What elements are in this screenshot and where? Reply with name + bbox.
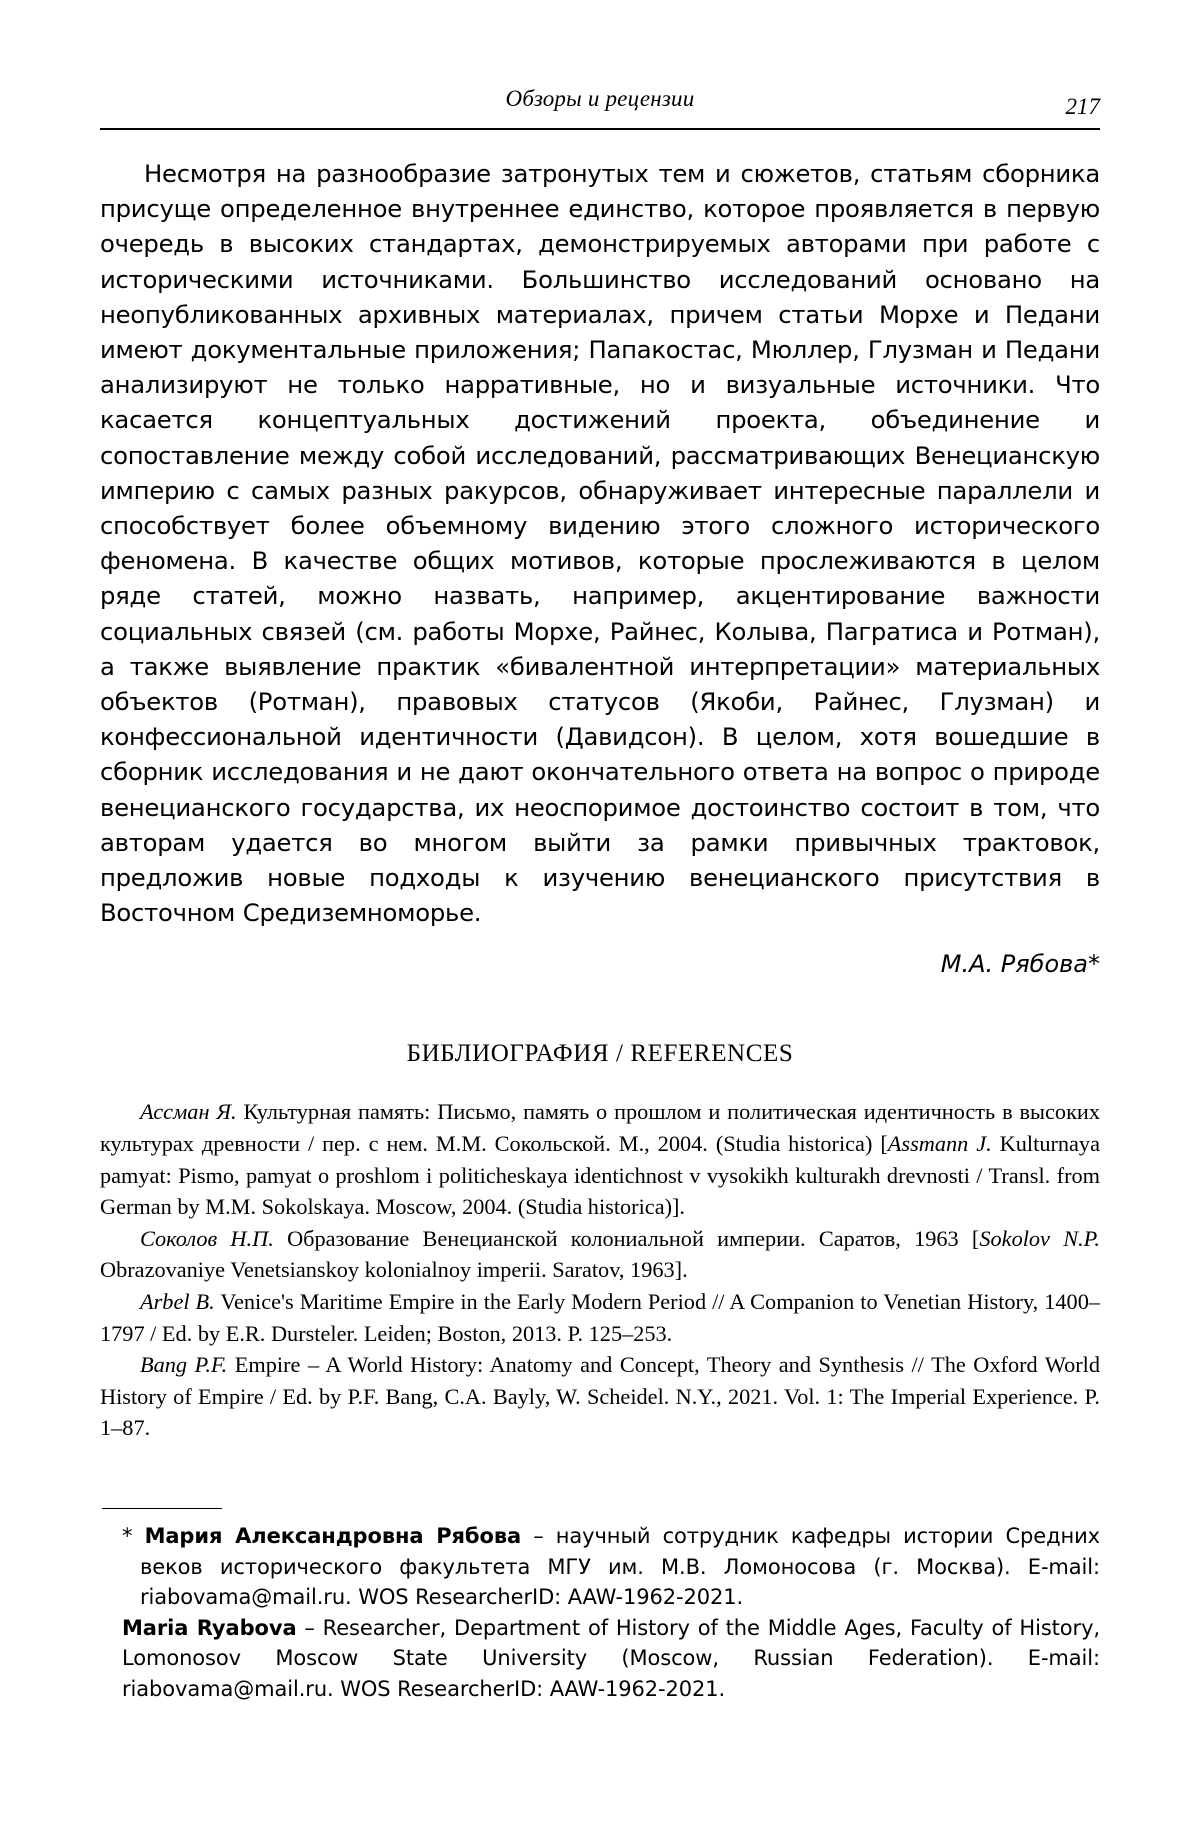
footnote-rule: [102, 1508, 222, 1509]
body-paragraph: Несмотря на разнообразие затронутых тем и сюжетов, статьям сборника присуще определенное внутреннее единство, которое проявляется в первую очередь в высоких стандартах, демонстрируемых авторами при работе с историческими источниками. Большинство исследований основано на неопубликованных архивных материалах, причем статьи Морхе и Педани имеют документальные приложения; Папакостас, Мюллер, Глузман и Педани анализируют не только нарративные, но и визуальные источники. Что касается концептуальных достижений проекта, объединение и сопоставление между собой исследований, рассматривающих Венецианскую империю с самых разных ракурсов, обнаруживает интересные параллели и способствует более объемному видению этого сложного исторического феномена. В качестве общих мотивов, которые прослеживаются в целом ряде статей, можно назвать, например, акцентирование важности социальных связей (см. работы Морхе, Райнес, Колыва, Пагратиса и Ротман), а также выявление практик «бивалентной интерпретации» материальных объектов (Ротман), правовых статусов (Якоби, Райнес, Глузман) и конфессиональной идентичности (Давидсон). В целом, хотя вошедшие в сборник исследования и не дают окончательного ответа на вопрос о природе венецианского государства, их неоспоримое достоинство состоит в том, что авторам удается во многом выйти за рамки привычных трактовок, предложив новые подходы к изучению венецианского присутствия в Восточном Средиземноморье.: [100, 159, 1100, 928]
bibliography-entry-author: Bang P.F.: [140, 1352, 228, 1378]
bibliography-entry: [100, 1096, 1100, 1222]
bibliography-entry-text: Venice's Maritime Empire in the Early Modern Period // A Companion to Venetian History, 1400–1797 / Ed. by E.R. Dursteler. Leiden; Boston, 2013. P. 125–253.: [100, 1289, 1100, 1346]
bibliography-heading: БИБЛИОГРАФИЯ / REFERENCES: [406, 1040, 794, 1068]
running-head-title: Обзоры и рецензии: [505, 86, 695, 111]
bibliography-entry-author-translit: Sokolov N.P.: [979, 1225, 1100, 1251]
page-content: [100, 86, 1100, 1444]
running-head: [100, 86, 1100, 120]
header-rule: [100, 128, 1100, 130]
bibliography-entry-text-translit: Obrazovaniye Venetsianskoy kolonialnoy imperii. Saratov, 1963].: [100, 1257, 688, 1283]
footnote-ru: [100, 1521, 1100, 1613]
footnote-text-ru: – научный сотрудник кафедры истории Средних веков исторического факультета МГУ им. М.В. Ломоносова (г. Москва). E-mail: riabovama@mail.ru. WOS ResearcherID: AAW-1962-2021.: [140, 1524, 1100, 1609]
footnote-author-ru: Мария Александровна Рябова: [144, 1524, 522, 1548]
bibliography-entry: [100, 1286, 1100, 1349]
footnote-marker: *: [122, 1524, 133, 1548]
footnote-en: [100, 1613, 1100, 1705]
bibliography-entry-text: Empire – A World History: Anatomy and Concept, Theory and Synthesis // The Oxford World History of Empire / Ed. by P.F. Bang, C.A. Bayly, W. Scheidel. N.Y., 2021. Vol. 1: The Imperial Experience. P. 1–87.: [100, 1352, 1100, 1441]
bibliography-entry-author-translit: Assmann J.: [887, 1131, 992, 1157]
bibliography-entry-author: Ассман Я.: [140, 1099, 237, 1125]
bibliography-entry: [100, 1223, 1100, 1286]
bibliography-entry-text: Образование Венецианской колониальной империи. Саратов, 1963 [: [273, 1225, 980, 1251]
footnote-author-en: Maria Ryabova: [122, 1615, 297, 1640]
bibliography-entry-author: Соколов Н.П.: [140, 1225, 274, 1251]
review-author-signature: М.А. Рябова*: [940, 950, 1100, 979]
footnote: [100, 1508, 1100, 1704]
bibliography-entry-text: Культурная память: Письмо, память о прошлом и политическая идентичность в высоких культурах древности / пер. с нем. М.М. Сокольской. М., 2004. (Studia historica) [: [100, 1099, 1100, 1157]
bibliography-entry: [100, 1349, 1100, 1444]
bibliography-entry-author: Arbel B.: [140, 1289, 215, 1315]
page-number: 217: [1065, 94, 1100, 119]
footnote-text-en: – Researcher, Department of History of the Middle Ages, Faculty of History, Lomonosov Moscow State University (Moscow, Russian Federation). E-mail: riabovama@mail.ru. WOS ResearcherID: AAW-1962-2021.: [122, 1615, 1100, 1701]
bibliography-entry-text-translit: Kulturnaya pamyat: Pismo, pamyat o proshlom i politicheskaya identichnost v vysokikh kulturakh drevnosti / Transl. from German by M.M. Sokolskaya. Moscow, 2004. (Studia historica)].: [100, 1131, 1100, 1220]
